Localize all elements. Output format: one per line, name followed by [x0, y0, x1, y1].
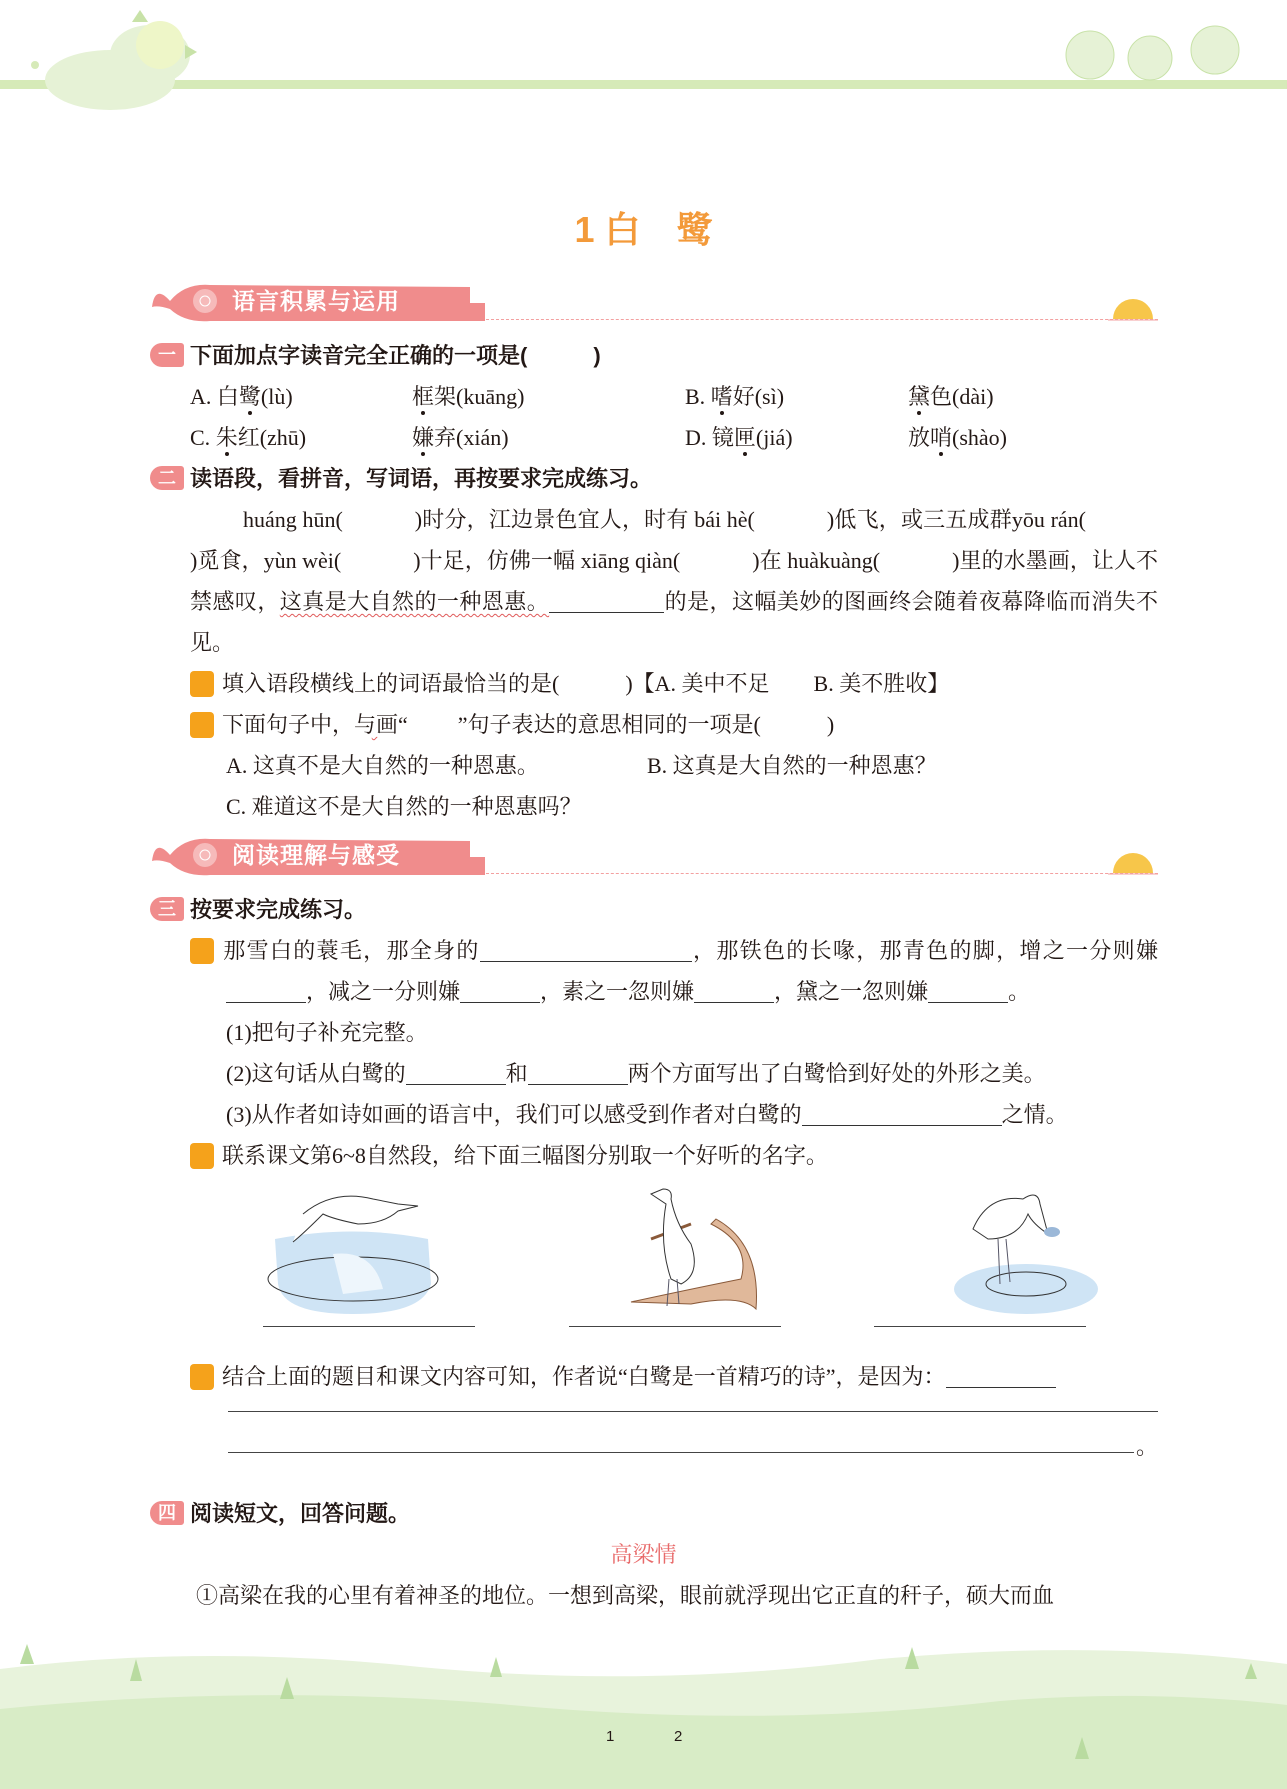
- instruction-1: (1)把句子补充完整。: [226, 1020, 428, 1045]
- text: 结合上面的题目和课文内容可知，作者说“白鹭是一首精巧的诗”，是因为：: [222, 1364, 946, 1389]
- answer-blank[interactable]: [694, 979, 774, 1003]
- section-banner-2: [150, 827, 1158, 889]
- sun-icon: [1108, 291, 1158, 325]
- text: D. 镜: [685, 425, 734, 450]
- q1-options: [190, 376, 1158, 458]
- text: (2)这句话从白鹭的: [226, 1061, 406, 1086]
- text: 和: [505, 1061, 528, 1086]
- text: B.: [685, 384, 711, 409]
- text: (jiá): [755, 425, 793, 450]
- picture-name-blank-3[interactable]: [874, 1326, 1086, 1327]
- answer-blank[interactable]: [802, 1102, 1002, 1126]
- footer-hills-decoration: [0, 1639, 1287, 1789]
- option-c1: [190, 417, 412, 458]
- text: huáng hūn(: [243, 507, 343, 532]
- sun-icon: [1108, 845, 1158, 879]
- option-a2: [412, 376, 685, 417]
- text: 嗜: [710, 384, 733, 409]
- text: 按要求完成练习。: [190, 897, 367, 922]
- text: (lù): [260, 384, 293, 409]
- section-title: 语言积累与运用: [232, 288, 400, 314]
- subquestion-1: [178, 663, 1158, 704]
- egret-flying-over-water-image: [263, 1184, 443, 1324]
- subquestion-2: [178, 704, 1158, 745]
- passage: [190, 499, 1158, 663]
- picture-name-blank-1[interactable]: [263, 1326, 475, 1327]
- text: 放: [908, 425, 931, 450]
- text: 则嫌: [1112, 938, 1158, 963]
- text: 1: [190, 938, 214, 964]
- text: )十足，仿佛一幅 xiāng qiàn(: [413, 548, 681, 573]
- option-c2: [412, 417, 685, 458]
- text: 2: [190, 1143, 214, 1169]
- question-number: 一: [150, 343, 184, 367]
- egret-catching-fish-image: [948, 1184, 1108, 1324]
- answer-blank[interactable]: [928, 979, 1008, 1003]
- text: 下面句子中，与画“: [222, 712, 408, 737]
- text: (3)从作者如诗如画的语言中，我们可以感受到作者对白鹭的: [226, 1102, 802, 1127]
- answer-blank[interactable]: [480, 938, 692, 962]
- text: 两个方面写出了白鹭恰到好处的外形之美。: [627, 1061, 1046, 1086]
- text: 联系课文第6~8自然段，给下面三幅图分别取一个好听的名字。: [222, 1143, 828, 1168]
- answer-blank[interactable]: [226, 979, 306, 1003]
- text: 架(kuāng): [434, 384, 525, 409]
- divider: [486, 873, 1158, 874]
- text: ”句子表达的意思相同的一项是( ): [457, 712, 835, 737]
- question-number: 二: [150, 466, 184, 490]
- picture-name-blanks: [190, 1326, 1158, 1356]
- option-d1: [685, 417, 908, 458]
- question-prompt: 读语段，看拼音，写词语，再按要求完成练习。: [190, 466, 653, 491]
- text: C.: [190, 425, 216, 450]
- text: )低飞，或三五成群: [826, 507, 1012, 532]
- text: yōu rán(: [1011, 507, 1087, 532]
- answer-line-row: [228, 1434, 1158, 1493]
- text: 黛: [908, 384, 931, 409]
- text: 哨: [930, 425, 953, 450]
- text: kuàng(: [819, 548, 881, 573]
- q2-options: [190, 745, 1158, 827]
- text: 弃(xián): [434, 425, 509, 450]
- wavy-underlined-sentence: 这真是大自然的一种恩惠。: [279, 589, 550, 614]
- text: 四: [150, 1501, 184, 1525]
- text: ，减之一分则嫌: [306, 979, 461, 1004]
- q3-sub1: [178, 930, 1158, 1012]
- text: 框: [412, 384, 435, 409]
- text: 阅读短文，回答问题。: [190, 1501, 411, 1526]
- page-number-left: 1: [606, 1728, 615, 1745]
- egret-on-branch-image: [621, 1184, 771, 1314]
- egret-pictures: [190, 1176, 1158, 1326]
- answer-blank[interactable]: [460, 979, 540, 1003]
- text: 1: [190, 671, 214, 697]
- text: A. 白: [190, 384, 239, 409]
- text: 的: [664, 589, 688, 614]
- worksheet-content: [158, 0, 1158, 1616]
- text: )觅食，yùn wèi(: [190, 548, 342, 573]
- text: 朱: [215, 425, 238, 450]
- text: 那雪白的蓑毛，那全身的: [222, 938, 480, 963]
- lesson-title: 白 鹭: [604, 209, 713, 250]
- picture-name-blank-2[interactable]: [569, 1326, 781, 1327]
- text: )时分，江边景色宜人，时有 bái hè(: [414, 507, 755, 532]
- page-number-right: 2: [674, 1728, 683, 1745]
- story-title: 高梁情: [610, 1542, 677, 1567]
- option-d2: [908, 417, 1158, 458]
- instruction-2: [190, 1053, 1158, 1094]
- section-banner-1: [150, 273, 1158, 335]
- answer-blank[interactable]: [946, 1364, 1056, 1388]
- text: 三: [150, 897, 184, 921]
- text: ，那铁色的长喙，那青色的脚，增之一分: [691, 938, 1113, 963]
- text: 。: [1008, 979, 1031, 1004]
- option-c: C. 难道这不是大自然的一种恩惠吗？: [226, 794, 582, 819]
- answer-line[interactable]: [228, 1411, 1158, 1452]
- q3-sub3: [178, 1356, 1158, 1397]
- question-3: [158, 889, 1158, 930]
- section-title: 阅读理解与感受: [232, 842, 400, 868]
- text: 2: [190, 712, 214, 738]
- question-2: [158, 458, 1158, 499]
- section-banner-label: [150, 279, 490, 323]
- instruction-3: [190, 1094, 1158, 1135]
- text: 鹭: [238, 384, 261, 409]
- option-b2: [908, 376, 1158, 417]
- answer-line[interactable]: [228, 1452, 1134, 1453]
- text: 嫌: [412, 425, 435, 450]
- text: 红(zhū): [237, 425, 307, 450]
- text: 好(sì): [732, 384, 785, 409]
- answer-blank[interactable]: [528, 1061, 628, 1085]
- text: 匣: [733, 425, 756, 450]
- text: ，素之一忽则嫌: [540, 979, 695, 1004]
- question-1: [158, 335, 1158, 376]
- story-paragraph-1: ①高梁在我的心里有着神圣的地位。一想到高梁，眼前就浮现出它正直的秆子，硕大而血: [196, 1583, 1055, 1608]
- answer-blank[interactable]: [406, 1061, 506, 1085]
- option-a1: [190, 376, 412, 417]
- text: 之情。: [1001, 1102, 1068, 1127]
- text: )在 huà: [752, 548, 820, 573]
- page-title: [0, 205, 1287, 255]
- text: 是，这幅美妙的图画终会随着夜幕降临而消失不见。: [190, 589, 1158, 655]
- period: 。: [1135, 1434, 1158, 1459]
- text: (shào): [952, 425, 1008, 450]
- text: 填入语段横线上的词语最恰当的是( )【A. 美中不足 B. 美不胜收】: [222, 671, 950, 696]
- divider: [486, 319, 1158, 320]
- text: 色(dài): [930, 384, 994, 409]
- option-b1: [685, 376, 908, 417]
- section-banner-label: [150, 833, 490, 877]
- text: ，黛之一忽则嫌: [774, 979, 929, 1004]
- option-b: B. 这真是大自然的一种恩惠？: [647, 753, 937, 778]
- footer: [0, 1639, 1287, 1789]
- question-4: [158, 1493, 1158, 1534]
- text: )里的水墨画，让人不禁感叹，: [190, 548, 1158, 614]
- lesson-number: 1: [574, 209, 595, 250]
- question-prompt: 下面加点字读音完全正确的一项是( ): [190, 343, 601, 368]
- answer-blank[interactable]: [549, 589, 664, 613]
- text: 3: [190, 1364, 214, 1390]
- option-a: A. 这真不是大自然的一种恩惠。: [226, 753, 539, 778]
- q3-sub2: [178, 1135, 1158, 1176]
